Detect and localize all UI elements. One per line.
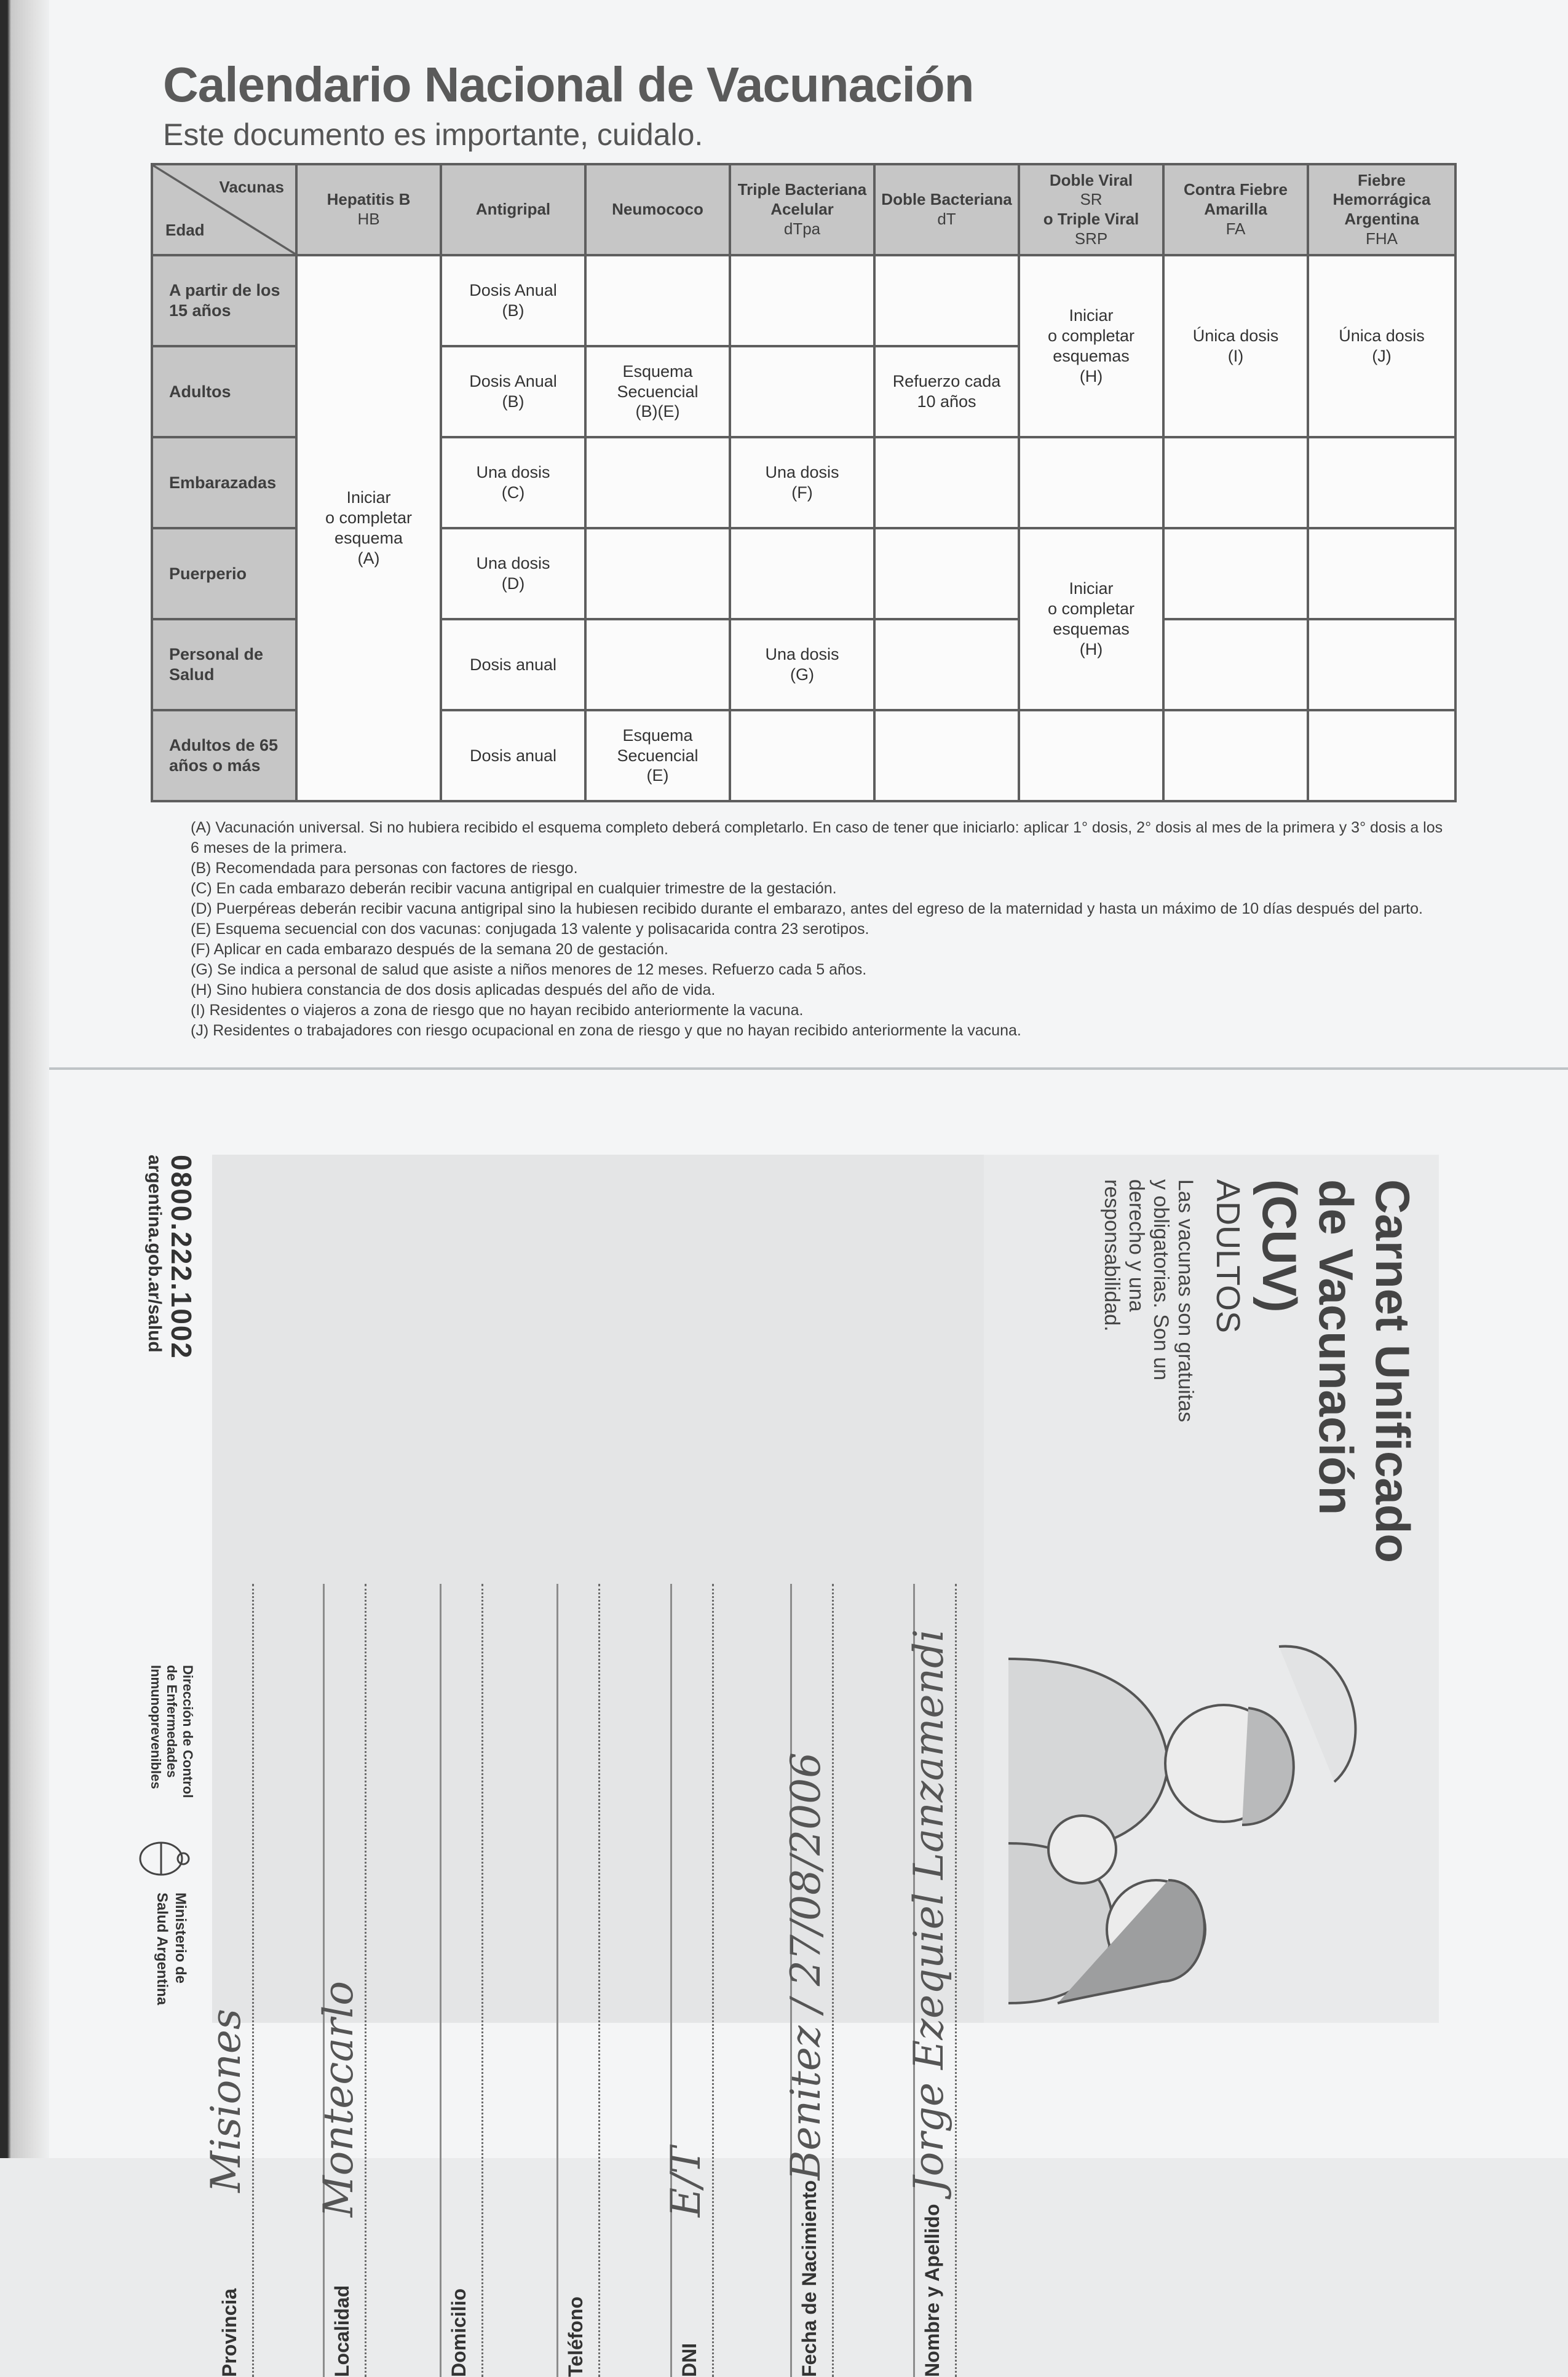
table-row — [152, 255, 1455, 346]
field-domicilio[interactable] — [440, 1584, 491, 2377]
dotted-line — [252, 1584, 254, 2377]
cell-neumococo-adultos: Esquema Secuencial (B)(E) — [585, 346, 730, 437]
row-label: Puerperio — [152, 528, 296, 619]
field-label: Provincia — [218, 2288, 240, 2377]
footnote: (I) Residentes o viajeros a zona de riesgo que no hayan recibido anteriormente la vacuna. — [191, 1002, 804, 1019]
card-footer-strip — [117, 1155, 203, 2023]
cell-antigripal-15: Dosis Anual (B) — [441, 255, 585, 346]
field-fecha-nacimiento[interactable] — [782, 1584, 841, 2377]
cell-empty — [1163, 619, 1308, 710]
cell-doble-viral-top: Iniciar o completar esquemas (H) — [1019, 255, 1163, 437]
field-nombre-apellido[interactable] — [905, 1584, 964, 2377]
field-value-handwritten: Montecarlo — [315, 1980, 362, 2217]
cell-empty — [585, 528, 730, 619]
field-label: DNI — [678, 2343, 700, 2377]
footnote: (E) Esquema secuencial con dos vacunas: conjugada 13 valente y polisacarida contra 23 serotipos. — [191, 920, 869, 938]
cell-empty — [1019, 710, 1163, 801]
cell-empty — [730, 255, 874, 346]
cell-empty — [1019, 437, 1163, 528]
cell-empty — [874, 528, 1019, 619]
field-label: Domicilio — [448, 2288, 470, 2377]
col-header-fiebre-amarilla: Contra Fiebre Amarilla FA — [1163, 164, 1308, 255]
field-value-handwritten: Misiones — [202, 2009, 250, 2193]
col-header-doble-viral: Doble Viral SR o Triple Viral SRP — [1019, 164, 1163, 255]
field-value-handwritten: Benitez / 27/08/2006 — [782, 1752, 830, 2180]
cell-empty — [585, 619, 730, 710]
field-value-handwritten: Jorge Ezequiel Lanzamendi — [905, 1629, 952, 2193]
cell-hepatitis-b: Iniciar o completar esquema (A) — [296, 255, 441, 801]
footnote: (D) Puerpéreas deberán recibir vacuna antigripal sino la hubiesen recibido durante el embarazo, antes del egreso de la maternidad y hasta un máximo de 10 días después del parto. — [191, 900, 1423, 917]
card-header-rotated — [984, 1155, 1439, 2023]
cell-doble-viral-bottom: Iniciar o completar esquemas (H) — [1019, 528, 1163, 710]
footer-direccion: Dirección de Control de Enfermedades Inmunoprevenibles — [148, 1665, 196, 1798]
footnotes — [191, 818, 1451, 1041]
table-header-row — [152, 164, 1455, 255]
card-frame — [202, 1155, 1080, 2377]
cell-antigripal-65: Dosis anual — [441, 710, 585, 801]
footnote: (A) Vacunación universal. Si no hubiera recibido el esquema completo deberá completarlo. En caso de tener que iniciarlo: aplicar 1° dosis, 2° dosis al mes de la primera y 3° dosis a los 6 meses de la primera. — [191, 819, 1443, 856]
dotted-line — [598, 1584, 600, 2377]
field-value-handwritten: E/T — [662, 2146, 710, 2217]
field-dni[interactable] — [662, 1584, 721, 2377]
page-subtitle: Este documento es importante, cuidalo. — [163, 117, 703, 152]
paper-edge — [0, 0, 49, 2158]
fold-line — [49, 1067, 1568, 1070]
cell-empty — [1308, 710, 1455, 801]
dotted-line — [712, 1584, 714, 2377]
cell-dtpa-personal: Una dosis (G) — [730, 619, 874, 710]
cell-empty — [1308, 437, 1455, 528]
cell-antigripal-adultos: Dosis Anual (B) — [441, 346, 585, 437]
cell-empty — [874, 710, 1019, 801]
cell-empty — [1308, 619, 1455, 710]
field-telefono[interactable] — [556, 1584, 608, 2377]
card-title-line2: de Vacunación — [1309, 1179, 1363, 1516]
family-illustration — [996, 1622, 1402, 2015]
cell-empty — [874, 619, 1019, 710]
cell-empty — [585, 437, 730, 528]
col-header-triple-bacteriana: Triple Bacteriana Acelular dTpa — [730, 164, 874, 255]
cell-doble-bacteriana-adultos: Refuerzo cada 10 años — [874, 346, 1019, 437]
footnote: (B) Recomendada para personas con factores de riesgo. — [191, 860, 578, 877]
footer-url: argentina.gob.ar/salud — [145, 1155, 165, 1353]
corner-edad-label: Edad — [165, 221, 205, 240]
col-header-doble-bacteriana: Doble Bacteriana dT — [874, 164, 1019, 255]
footnote: (C) En cada embarazo deberán recibir vacuna antigripal en cualquier trimestre de la gestación. — [191, 880, 837, 897]
dotted-line — [832, 1584, 834, 2377]
cell-fiebre-amarilla: Única dosis (I) — [1163, 255, 1308, 437]
cell-empty — [730, 346, 874, 437]
col-header-neumococo: Neumococo — [585, 164, 730, 255]
footer-ministerio: Ministerio de Salud Argentina — [154, 1893, 189, 2006]
cell-antigripal-puerperio: Una dosis (D) — [441, 528, 585, 619]
cell-neumococo-65: Esquema Secuencial (E) — [585, 710, 730, 801]
cell-empty — [1308, 528, 1455, 619]
field-label: Localidad — [331, 2285, 353, 2377]
cell-antigripal-personal: Dosis anual — [441, 619, 585, 710]
cell-empty — [874, 437, 1019, 528]
card-title-line1: Carnet Unificado — [1366, 1179, 1420, 1564]
col-header-hepatitis-b: Hepatitis B HB — [296, 164, 441, 255]
card-header-panel — [984, 1155, 1439, 2023]
footnote: (H) Sino hubiera constancia de dos dosis aplicadas después del año de vida. — [191, 981, 716, 999]
page-title: Calendario Nacional de Vacunación — [163, 57, 974, 112]
field-localidad[interactable] — [315, 1584, 374, 2377]
dotted-line — [365, 1584, 366, 2377]
table-corner-cell — [152, 164, 296, 255]
card-subtitle: ADULTOS — [1210, 1179, 1246, 1334]
field-label: Fecha de Nacimiento — [798, 2180, 820, 2377]
cell-empty — [1163, 437, 1308, 528]
vaccination-schedule-table — [151, 163, 1457, 802]
row-label: Embarazadas — [152, 437, 296, 528]
corner-vacunas-label: Vacunas — [219, 178, 284, 196]
cell-empty — [1163, 710, 1308, 801]
footnote: (J) Residentes o trabajadores con riesgo ocupacional en zona de riesgo y que no hayan recibido anteriormente la vacuna. — [191, 1022, 1021, 1039]
cell-fiebre-hemorragica: Única dosis (J) — [1308, 255, 1455, 437]
row-label: Adultos de 65 años o más — [152, 710, 296, 801]
cell-empty — [874, 255, 1019, 346]
col-header-fiebre-hemorragica: Fiebre Hemorrágica Argentina FHA — [1308, 164, 1455, 255]
row-label: A partir de los 15 años — [152, 255, 296, 346]
row-label: Adultos — [152, 346, 296, 437]
cell-antigripal-embarazadas: Una dosis (C) — [441, 437, 585, 528]
cell-empty — [730, 710, 874, 801]
field-label: Nombre y Apellido — [921, 2204, 943, 2377]
footer-phone: 0800.222.1002 — [165, 1155, 197, 1359]
col-header-antigripal: Antigripal — [441, 164, 585, 255]
cell-empty — [1163, 528, 1308, 619]
dotted-line — [955, 1584, 957, 2377]
field-label: Teléfono — [564, 2296, 587, 2377]
row-label: Personal de Salud — [152, 619, 296, 710]
footnote: (G) Se indica a personal de salud que asiste a niños menores de 12 meses. Refuerzo cada 5 años. — [191, 961, 867, 978]
card-footer-rotated — [117, 1155, 203, 2023]
card-title-line3: (CUV) — [1253, 1179, 1307, 1313]
cell-dtpa-embarazadas: Una dosis (F) — [730, 437, 874, 528]
field-provincia[interactable] — [202, 1584, 261, 2377]
dotted-line — [481, 1584, 483, 2377]
argentina-seal-icon — [135, 1837, 191, 1880]
cell-empty — [730, 528, 874, 619]
card-slogan: Las vacunas son gratuitas y obligatorias. Son un derecho y una responsabilidad. — [1100, 1179, 1197, 1423]
cell-empty — [585, 255, 730, 346]
footnote: (F) Aplicar en cada embarazo después de la semana 20 de gestación. — [191, 941, 668, 958]
